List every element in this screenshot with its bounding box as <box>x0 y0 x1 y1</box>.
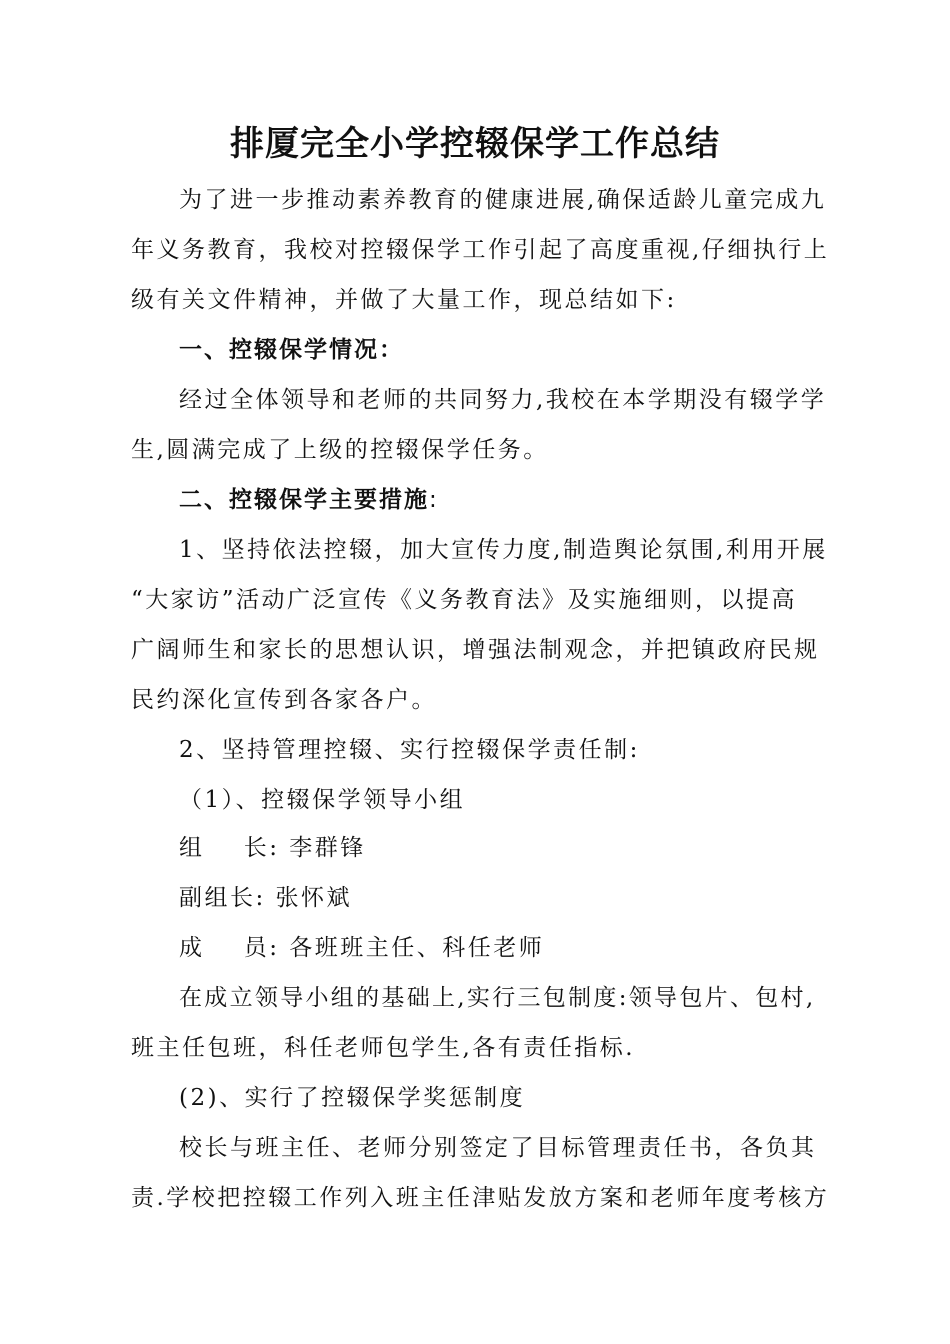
section-heading-2-text: 二、控辍保学主要措施 <box>179 487 429 513</box>
section-heading-2-colon: : <box>429 487 439 513</box>
paragraph-reward-line-1: 校长与班主任、老师分别签定了目标管理责任书，各负其 <box>179 1135 817 1161</box>
paragraph-measure-1-line-4: 民约深化宣传到各家各户。 <box>131 687 437 713</box>
paragraph-situation-line-1: 经过全体领导和老师的共同努力,我校在本学期没有辍学学 <box>179 387 827 413</box>
paragraph-situation-line-2: 生,圆满完成了上级的控辍保学任务。 <box>131 437 549 463</box>
members-line: 成 员: 各班班主任、科任老师 <box>179 935 545 961</box>
subsection-2-heading: (2)、实行了控辍保学奖惩制度 <box>179 1085 526 1111</box>
deputy-leader-line: 副组长: 张怀斌 <box>179 885 353 911</box>
section-heading-1: 一、控辍保学情况： <box>179 337 404 363</box>
paragraph-intro-line-3: 级有关文件精神，并做了大量工作，现总结如下: <box>131 287 677 313</box>
paragraph-intro-line-2: 年义务教育，我校对控辍保学工作引起了高度重视,仔细执行上 <box>131 237 830 263</box>
paragraph-measure-1-line-2: “大家访”活动广泛宣传《义务教育法》及实施细则，以提高 <box>131 587 798 613</box>
section-heading-2 <box>179 483 439 517</box>
paragraph-measure-2: 2、坚持管理控辍、实行控辍保学责任制: <box>179 737 640 763</box>
paragraph-responsibility-line-1: 在成立领导小组的基础上,实行三包制度:领导包片、包村, <box>179 985 816 1011</box>
document-title: 排厦完全小学控辍保学工作总结 <box>230 124 720 164</box>
paragraph-responsibility-line-2: 班主任包班，科任老师包学生,各有责任指标. <box>131 1035 636 1061</box>
subsection-1-heading: （1）、控辍保学领导小组 <box>179 787 466 813</box>
paragraph-measure-1-line-3: 广阔师生和家长的思想认识，增强法制观念，并把镇政府民规 <box>131 637 820 663</box>
paragraph-intro-line-1: 为了进一步推动素养教育的健康进展,确保适龄儿童完成九 <box>179 187 827 213</box>
paragraph-measure-1-line-1: 1、坚持依法控辍，加大宣传力度,制造舆论氛围,利用开展 <box>179 537 828 563</box>
group-leader-line: 组 长: 李群锋 <box>179 835 366 861</box>
paragraph-reward-line-2: 责.学校把控辍工作列入班主任津贴发放方案和老师年度考核方 <box>131 1185 830 1211</box>
